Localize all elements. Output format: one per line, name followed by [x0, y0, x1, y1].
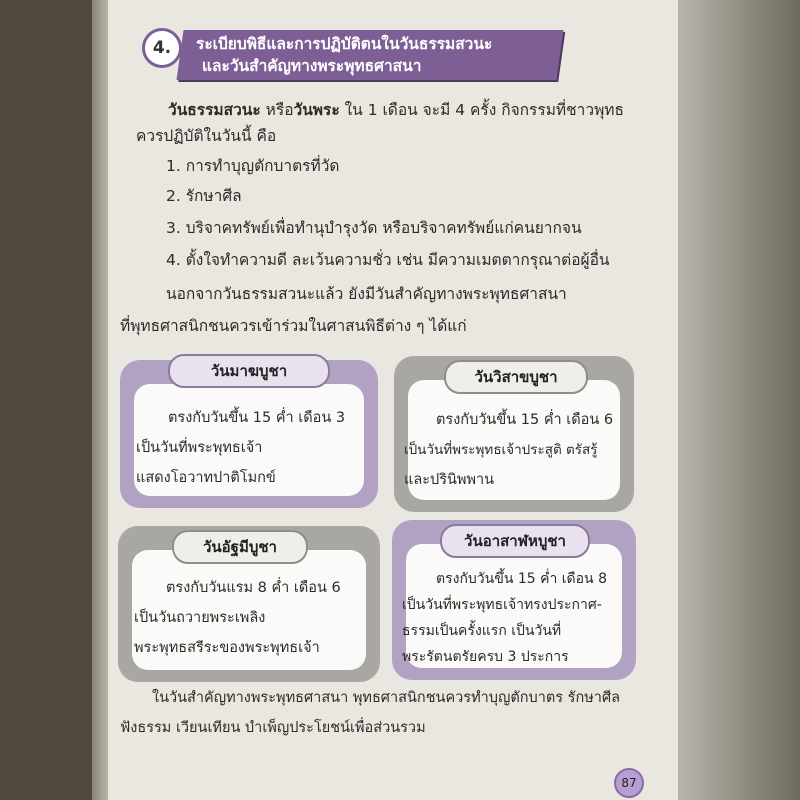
card-line: เป็นวันที่พระพุทธเจ้าทรงประกาศ- — [402, 597, 602, 613]
page-edge — [676, 0, 800, 800]
card-line: เป็นวันที่พระพุทธเจ้า — [136, 440, 263, 456]
card-line: และปรินิพพาน — [404, 472, 495, 488]
section-title — [196, 33, 556, 77]
section-title-line2: และวันสำคัญทางพระพุทธศาสนา — [202, 57, 422, 75]
intro-rest: ใน 1 เดือน จะมี 4 ครั้ง กิจกรรมที่ชาวพุทธ — [339, 101, 624, 119]
section-number: 4. — [142, 28, 182, 68]
para2-line2: ที่พุทธศาสนิกชนควรเข้าร่วมในศาสนพิธีต่าง ๆ ได้แก่ — [120, 317, 467, 335]
card-line: แสดงโอวาทปาติโมกข์ — [136, 470, 276, 486]
card-title: วันอัฐมีบูชา — [172, 530, 308, 564]
list-item: 2. รักษาศีล — [166, 187, 242, 205]
card-line: เป็นวันถวายพระเพลิง — [134, 610, 266, 626]
term-thammasawana: วันธรรมสวนะ — [168, 101, 261, 119]
term-wanphra: วันพระ — [293, 101, 340, 119]
card-line: พระพุทธสรีระของพระพุทธเจ้า — [134, 640, 320, 656]
card-line: ตรงกับวันขึ้น 15 ค่ำ เดือน 6 — [436, 412, 614, 428]
card-line: ตรงกับวันแรม 8 ค่ำ เดือน 6 — [166, 580, 341, 596]
card-line: พระรัตนตรัยครบ 3 ประการ — [402, 649, 569, 665]
closing-line2: ฟังธรรม เวียนเทียน บำเพ็ญประโยชน์เพื่อส่วนรวม — [120, 720, 426, 736]
adjacent-book — [0, 0, 96, 800]
card-line: ตรงกับวันขึ้น 15 ค่ำ เดือน 3 — [168, 410, 346, 426]
page-number: 87 — [614, 768, 644, 798]
intro-mid: หรือ — [260, 101, 294, 119]
intro-line1 — [168, 98, 624, 122]
card-title: วันวิสาขบูชา — [444, 360, 588, 394]
intro-line2: ควรปฏิบัติในวันนี้ คือ — [136, 127, 277, 145]
card-line: เป็นวันที่พระพุทธเจ้าประสูติ ตรัสรู้ — [404, 442, 598, 458]
card-line: ธรรมเป็นครั้งแรก เป็นวันที่ — [402, 623, 562, 639]
card-title: วันมาฆบูชา — [168, 354, 330, 388]
section-title-line1: ระเบียบพิธีและการปฏิบัติตนในวันธรรมสวนะ — [196, 35, 493, 53]
list-item: 3. บริจาคทรัพย์เพื่อทำนุบำรุงวัด หรือบริจาคทรัพย์แก่คนยากจน — [166, 219, 582, 237]
card-line: ตรงกับวันขึ้น 15 ค่ำ เดือน 8 — [436, 571, 607, 587]
list-item: 1. การทำบุญตักบาตรที่วัด — [166, 157, 340, 175]
closing-line1: ในวันสำคัญทางพระพุทธศาสนา พุทธศาสนิกชนควรทำบุญตักบาตร รักษาศีล — [152, 690, 621, 706]
card-title: วันอาสาฬหบูชา — [440, 524, 590, 558]
list-item: 4. ตั้งใจทำความดี ละเว้นความชั่ว เช่น มีความเมตตากรุณาต่อผู้อื่น — [166, 251, 610, 269]
para2-line1: นอกจากวันธรรมสวนะแล้ว ยังมีวันสำคัญทางพระพุทธศาสนา — [166, 285, 567, 303]
